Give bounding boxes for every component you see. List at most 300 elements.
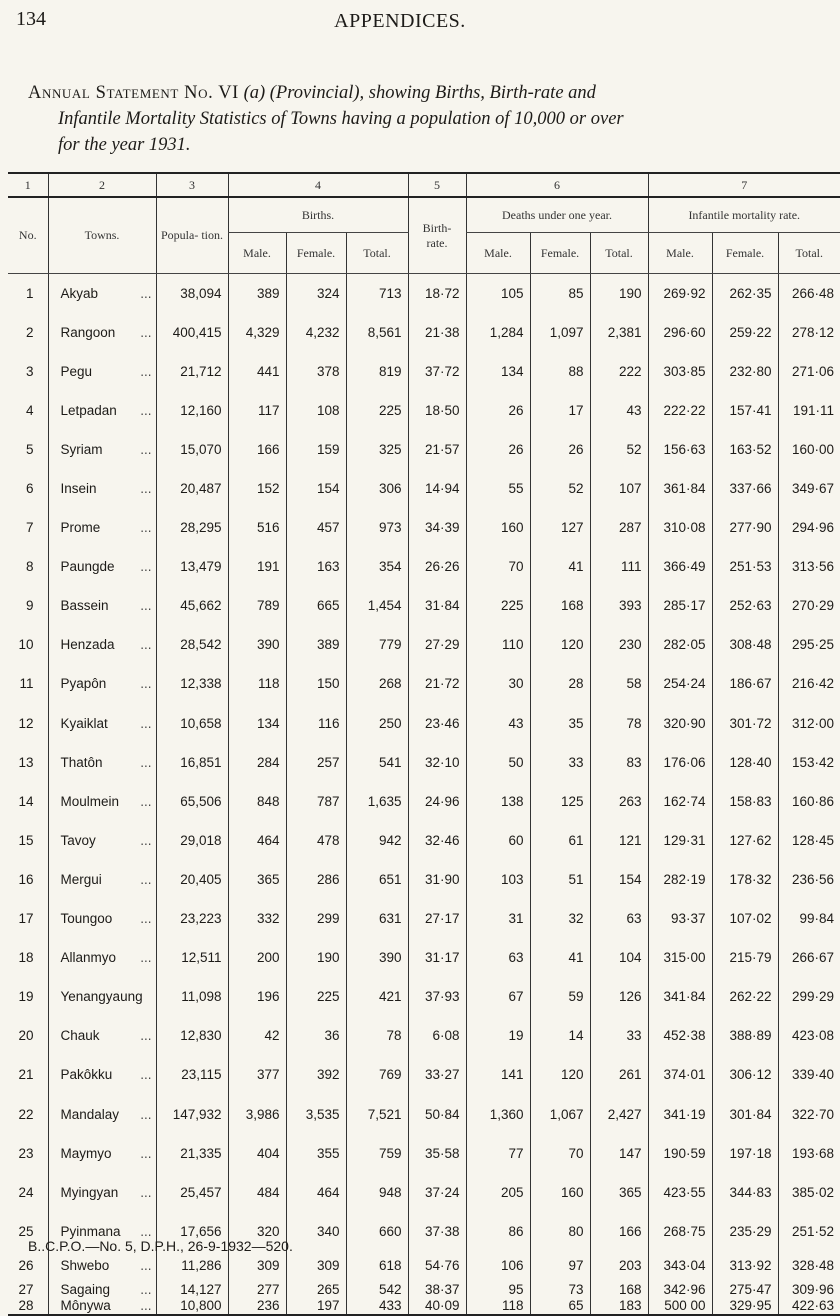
- row-number: 16: [18, 871, 34, 887]
- imr-total-cell: 216·42: [778, 664, 840, 703]
- leader-dots: ...: [140, 793, 152, 809]
- birth-rate-cell: 21·57: [408, 430, 466, 469]
- births-male-cell: 4,329: [228, 313, 286, 352]
- births-total-cell: 325: [346, 430, 408, 469]
- deaths-total-cell: 104: [590, 938, 648, 977]
- table-row: [8, 430, 840, 469]
- row-number: 1: [25, 285, 34, 301]
- births-female-cell: 3,535: [286, 1094, 346, 1133]
- birth-rate-cell: 37·38: [408, 1212, 466, 1251]
- deaths-female-cell: 88: [530, 352, 590, 391]
- births-total-cell: 8,561: [346, 313, 408, 352]
- table-row: [8, 508, 840, 547]
- leader-dots: ...: [140, 285, 152, 301]
- deaths-male-cell: 1,284: [466, 313, 530, 352]
- colnum-7: 7: [648, 173, 840, 197]
- leader-dots: ...: [140, 324, 152, 340]
- table-row: [8, 899, 840, 938]
- deaths-total-cell: 107: [590, 469, 648, 508]
- deaths-female-cell: 41: [530, 547, 590, 586]
- imr-female-cell: 252·63: [712, 586, 778, 625]
- town-cell: [48, 625, 156, 664]
- births-male-cell: 200: [228, 938, 286, 977]
- town-cell: [48, 352, 156, 391]
- deaths-male-cell: 67: [466, 977, 530, 1016]
- town-cell: [48, 860, 156, 899]
- header-births: Births.: [228, 197, 408, 233]
- births-total-cell: 759: [346, 1134, 408, 1173]
- row-number: 13: [18, 754, 34, 770]
- colnum-4: 4: [228, 173, 408, 197]
- row-number: 26: [18, 1258, 34, 1274]
- births-total-cell: 1,635: [346, 782, 408, 821]
- imr-total-cell: 339·40: [778, 1055, 840, 1094]
- births-total-cell: 354: [346, 547, 408, 586]
- imr-female-cell: 301·72: [712, 704, 778, 743]
- imr-total-cell: 313·56: [778, 547, 840, 586]
- town-name: Pakôkku: [60, 1067, 113, 1083]
- births-female-cell: 163: [286, 547, 346, 586]
- births-male-cell: 309: [228, 1251, 286, 1281]
- imr-female-cell: 275·47: [712, 1281, 778, 1298]
- births-female-cell: 355: [286, 1134, 346, 1173]
- imr-total-cell: 251·52: [778, 1212, 840, 1251]
- birth-rate-cell: 35·58: [408, 1134, 466, 1173]
- population-cell: 29,018: [156, 821, 228, 860]
- row-number: 8: [25, 559, 34, 575]
- deaths-total-cell: 58: [590, 664, 648, 703]
- population-cell: 16,851: [156, 743, 228, 782]
- births-total-cell: 973: [346, 508, 408, 547]
- births-female-cell: 299: [286, 899, 346, 938]
- imr-female-cell: 306·12: [712, 1055, 778, 1094]
- births-total-cell: 660: [346, 1212, 408, 1251]
- birth-rate-cell: 21·72: [408, 664, 466, 703]
- imr-male-cell: 296·60: [648, 313, 712, 352]
- imr-male-cell: 315·00: [648, 938, 712, 977]
- imr-male-cell: 374·01: [648, 1055, 712, 1094]
- births-male-cell: 196: [228, 977, 286, 1016]
- births-total-cell: 306: [346, 469, 408, 508]
- population-cell: 400,415: [156, 313, 228, 352]
- deaths-female-cell: 120: [530, 1055, 590, 1094]
- population-cell: 11,286: [156, 1251, 228, 1281]
- births-female-cell: 36: [286, 1016, 346, 1055]
- town-cell: [48, 821, 156, 860]
- colnum-1: 1: [8, 173, 48, 197]
- town-name: Bassein: [60, 598, 109, 614]
- row-number: 23: [18, 1145, 34, 1161]
- header-imr: Infantile mortality rate.: [648, 197, 840, 233]
- deaths-female-cell: 28: [530, 664, 590, 703]
- birth-rate-cell: 6·08: [408, 1016, 466, 1055]
- table-row: [8, 1251, 840, 1281]
- imr-female-cell: 277·90: [712, 508, 778, 547]
- leader-dots: ...: [140, 481, 152, 497]
- births-female-cell: 257: [286, 743, 346, 782]
- population-cell: 45,662: [156, 586, 228, 625]
- town-name: Akyab: [60, 285, 99, 301]
- deaths-total-cell: 52: [590, 430, 648, 469]
- leader-dots: ...: [140, 1223, 152, 1239]
- imr-total-cell: 191·11: [778, 391, 840, 430]
- imr-total-cell: 160·86: [778, 782, 840, 821]
- imr-female-cell: 178·32: [712, 860, 778, 899]
- table-row: [8, 782, 840, 821]
- births-female-cell: 787: [286, 782, 346, 821]
- birth-rate-cell: 37·24: [408, 1173, 466, 1212]
- table-body: [8, 274, 840, 1315]
- imr-total-cell: 322·70: [778, 1094, 840, 1133]
- deaths-total-cell: 365: [590, 1173, 648, 1212]
- imr-total-cell: 309·96: [778, 1281, 840, 1298]
- deaths-total-cell: 168: [590, 1281, 648, 1298]
- town-name: Pegu: [60, 363, 93, 379]
- row-number: 10: [18, 637, 34, 653]
- population-cell: 28,542: [156, 625, 228, 664]
- town-cell: [48, 274, 156, 313]
- imr-male-cell: 254·24: [648, 664, 712, 703]
- population-cell: 15,070: [156, 430, 228, 469]
- town-cell: [48, 664, 156, 703]
- births-total-cell: 433: [346, 1298, 408, 1315]
- deaths-female-cell: 35: [530, 704, 590, 743]
- births-total-cell: 421: [346, 977, 408, 1016]
- town-name: Kyaiklat: [60, 715, 108, 731]
- town-name: Pyapôn: [60, 676, 107, 692]
- town-name: Insein: [60, 481, 97, 497]
- birth-rate-cell: 32·10: [408, 743, 466, 782]
- deaths-male-cell: 141: [466, 1055, 530, 1094]
- row-number: 21: [18, 1067, 34, 1083]
- statement-title: [28, 80, 788, 158]
- births-total-cell: 390: [346, 938, 408, 977]
- deaths-total-cell: 263: [590, 782, 648, 821]
- births-male-cell: 365: [228, 860, 286, 899]
- deaths-male-cell: 50: [466, 743, 530, 782]
- leader-dots: ...: [140, 637, 152, 653]
- birth-rate-cell: 14·94: [408, 469, 466, 508]
- town-name: Shwebo: [60, 1258, 110, 1274]
- births-female-cell: 340: [286, 1212, 346, 1251]
- birth-rate-cell: 33·27: [408, 1055, 466, 1094]
- imr-male-cell: 452·38: [648, 1016, 712, 1055]
- table-row: [8, 664, 840, 703]
- births-male-cell: 404: [228, 1134, 286, 1173]
- town-name: Prome: [60, 520, 101, 536]
- imr-total-cell: 271·06: [778, 352, 840, 391]
- births-total-cell: 618: [346, 1251, 408, 1281]
- population-cell: 12,511: [156, 938, 228, 977]
- births-male-cell: 389: [228, 274, 286, 313]
- header-imr-male: Male.: [648, 233, 712, 274]
- births-female-cell: 154: [286, 469, 346, 508]
- header-birth-rate: Birth- rate.: [408, 197, 466, 274]
- imr-male-cell: 282·05: [648, 625, 712, 664]
- imr-female-cell: 235·29: [712, 1212, 778, 1251]
- deaths-total-cell: 261: [590, 1055, 648, 1094]
- imr-male-cell: 310·08: [648, 508, 712, 547]
- town-cell: [48, 1055, 156, 1094]
- town-name: Maymyo: [60, 1145, 112, 1161]
- deaths-total-cell: 147: [590, 1134, 648, 1173]
- table-row: [8, 625, 840, 664]
- imr-total-cell: 299·29: [778, 977, 840, 1016]
- table-row: [8, 704, 840, 743]
- imr-total-cell: 153·42: [778, 743, 840, 782]
- births-female-cell: 478: [286, 821, 346, 860]
- town-cell: [48, 743, 156, 782]
- imr-female-cell: 128·40: [712, 743, 778, 782]
- row-number: 15: [18, 832, 34, 848]
- imr-female-cell: 158·83: [712, 782, 778, 821]
- town-name: Pyinmana: [60, 1223, 121, 1239]
- leader-dots: ...: [140, 1067, 152, 1083]
- imr-total-cell: 328·48: [778, 1251, 840, 1281]
- deaths-male-cell: 134: [466, 352, 530, 391]
- town-cell: [48, 1281, 156, 1298]
- births-total-cell: 779: [346, 625, 408, 664]
- deaths-male-cell: 43: [466, 704, 530, 743]
- town-name: Moulmein: [60, 793, 120, 809]
- town-cell: [48, 391, 156, 430]
- town-name: Sagaing: [60, 1281, 111, 1297]
- table-row: [8, 1281, 840, 1298]
- colnum-5: 5: [408, 173, 466, 197]
- imr-male-cell: 341·84: [648, 977, 712, 1016]
- table-row: [8, 1173, 840, 1212]
- deaths-female-cell: 85: [530, 274, 590, 313]
- leader-dots: ...: [140, 1145, 152, 1161]
- header-no: No.: [8, 197, 48, 274]
- deaths-male-cell: 55: [466, 469, 530, 508]
- table-row: [8, 352, 840, 391]
- births-total-cell: 1,454: [346, 586, 408, 625]
- imr-female-cell: 232·80: [712, 352, 778, 391]
- row-number: 17: [18, 911, 34, 927]
- births-male-cell: 191: [228, 547, 286, 586]
- town-name: Mônywa: [60, 1298, 111, 1314]
- deaths-male-cell: 105: [466, 274, 530, 313]
- title-provincial: (Provincial),: [269, 83, 365, 103]
- population-cell: 38,094: [156, 274, 228, 313]
- imr-male-cell: 342·96: [648, 1281, 712, 1298]
- births-male-cell: 332: [228, 899, 286, 938]
- deaths-male-cell: 1,360: [466, 1094, 530, 1133]
- deaths-female-cell: 32: [530, 899, 590, 938]
- deaths-male-cell: 160: [466, 508, 530, 547]
- imr-total-cell: 385·02: [778, 1173, 840, 1212]
- imr-male-cell: 176·06: [648, 743, 712, 782]
- deaths-female-cell: 59: [530, 977, 590, 1016]
- imr-female-cell: 186·67: [712, 664, 778, 703]
- deaths-total-cell: 111: [590, 547, 648, 586]
- table-row: [8, 313, 840, 352]
- population-cell: 23,115: [156, 1055, 228, 1094]
- deaths-male-cell: 77: [466, 1134, 530, 1173]
- town-name: Thatôn: [60, 754, 103, 770]
- population-cell: 147,932: [156, 1094, 228, 1133]
- births-female-cell: 389: [286, 625, 346, 664]
- birth-rate-cell: 24·96: [408, 782, 466, 821]
- row-number: 27: [18, 1281, 34, 1297]
- imr-female-cell: 313·92: [712, 1251, 778, 1281]
- row-number: 20: [18, 1028, 34, 1044]
- row-number: 4: [25, 402, 34, 418]
- table-row: [8, 1134, 840, 1173]
- imr-male-cell: 423·55: [648, 1173, 712, 1212]
- births-male-cell: 236: [228, 1298, 286, 1315]
- deaths-total-cell: 78: [590, 704, 648, 743]
- birth-rate-cell: 34·39: [408, 508, 466, 547]
- imr-male-cell: 222·22: [648, 391, 712, 430]
- table-row: [8, 743, 840, 782]
- header-population: Popula- tion.: [156, 197, 228, 274]
- row-number: 6: [25, 481, 34, 497]
- deaths-total-cell: 190: [590, 274, 648, 313]
- births-total-cell: 769: [346, 1055, 408, 1094]
- population-cell: 20,487: [156, 469, 228, 508]
- births-male-cell: 42: [228, 1016, 286, 1055]
- town-cell: [48, 899, 156, 938]
- imr-total-cell: 99·84: [778, 899, 840, 938]
- imr-female-cell: 301·84: [712, 1094, 778, 1133]
- births-female-cell: 116: [286, 704, 346, 743]
- leader-dots: ...: [140, 402, 152, 418]
- deaths-total-cell: 287: [590, 508, 648, 547]
- header-births-total: Total.: [346, 233, 408, 274]
- imr-total-cell: 270·29: [778, 586, 840, 625]
- deaths-male-cell: 205: [466, 1173, 530, 1212]
- imr-female-cell: 251·53: [712, 547, 778, 586]
- table-row: [8, 860, 840, 899]
- deaths-female-cell: 120: [530, 625, 590, 664]
- row-number: 5: [25, 441, 34, 457]
- table-row: [8, 1016, 840, 1055]
- deaths-female-cell: 73: [530, 1281, 590, 1298]
- town-name: Paungde: [60, 559, 115, 575]
- births-total-cell: 819: [346, 352, 408, 391]
- births-total-cell: 942: [346, 821, 408, 860]
- row-number: 22: [18, 1106, 34, 1122]
- deaths-male-cell: 86: [466, 1212, 530, 1251]
- imr-female-cell: 107·02: [712, 899, 778, 938]
- deaths-total-cell: 222: [590, 352, 648, 391]
- births-total-cell: 250: [346, 704, 408, 743]
- town-name: Allanmyo: [60, 950, 117, 966]
- row-number: 11: [19, 676, 34, 692]
- births-female-cell: 665: [286, 586, 346, 625]
- town-name: Mandalay: [60, 1106, 120, 1122]
- births-female-cell: 265: [286, 1281, 346, 1298]
- header-imr-total: Total.: [778, 233, 840, 274]
- birth-rate-cell: 21·38: [408, 313, 466, 352]
- deaths-total-cell: 2,381: [590, 313, 648, 352]
- deaths-male-cell: 138: [466, 782, 530, 821]
- deaths-female-cell: 160: [530, 1173, 590, 1212]
- imr-total-cell: 193·68: [778, 1134, 840, 1173]
- births-male-cell: 166: [228, 430, 286, 469]
- table-row: [8, 938, 840, 977]
- imr-total-cell: 422·63: [778, 1298, 840, 1315]
- table-row: [8, 977, 840, 1016]
- deaths-total-cell: 393: [590, 586, 648, 625]
- birth-rate-cell: 54·76: [408, 1251, 466, 1281]
- imr-female-cell: 344·83: [712, 1173, 778, 1212]
- town-name: Mergui: [60, 871, 102, 887]
- colnum-6: 6: [466, 173, 648, 197]
- town-cell: [48, 782, 156, 821]
- imr-male-cell: 341·19: [648, 1094, 712, 1133]
- population-cell: 14,127: [156, 1281, 228, 1298]
- imr-female-cell: 388·89: [712, 1016, 778, 1055]
- deaths-male-cell: 63: [466, 938, 530, 977]
- imr-male-cell: 129·31: [648, 821, 712, 860]
- population-cell: 12,160: [156, 391, 228, 430]
- population-cell: 10,800: [156, 1298, 228, 1315]
- births-female-cell: 457: [286, 508, 346, 547]
- birth-rate-cell: 40·09: [408, 1298, 466, 1315]
- leader-dots: ...: [140, 1258, 152, 1274]
- deaths-total-cell: 63: [590, 899, 648, 938]
- header-towns: Towns.: [48, 197, 156, 274]
- births-female-cell: 4,232: [286, 313, 346, 352]
- deaths-female-cell: 65: [530, 1298, 590, 1315]
- table-row: [8, 391, 840, 430]
- births-male-cell: 320: [228, 1212, 286, 1251]
- leader-dots: ...: [140, 363, 152, 379]
- deaths-total-cell: 33: [590, 1016, 648, 1055]
- births-male-cell: 117: [228, 391, 286, 430]
- deaths-total-cell: 203: [590, 1251, 648, 1281]
- imr-female-cell: 329·95: [712, 1298, 778, 1315]
- header-deaths-male: Male.: [466, 233, 530, 274]
- imr-female-cell: 127·62: [712, 821, 778, 860]
- leader-dots: ...: [140, 715, 152, 731]
- births-male-cell: 377: [228, 1055, 286, 1094]
- imr-total-cell: 128·45: [778, 821, 840, 860]
- birth-rate-cell: 31·17: [408, 938, 466, 977]
- births-total-cell: 225: [346, 391, 408, 430]
- population-cell: 65,506: [156, 782, 228, 821]
- leader-dots: ...: [140, 676, 152, 692]
- town-cell: [48, 469, 156, 508]
- town-name: Chauk: [60, 1028, 100, 1044]
- deaths-female-cell: 1,097: [530, 313, 590, 352]
- deaths-female-cell: 1,067: [530, 1094, 590, 1133]
- row-number: 7: [25, 520, 34, 536]
- leader-dots: ...: [140, 1298, 152, 1314]
- births-total-cell: 78: [346, 1016, 408, 1055]
- town-name: Toungoo: [60, 911, 113, 927]
- deaths-female-cell: 33: [530, 743, 590, 782]
- town-name: Syriam: [60, 441, 103, 457]
- header-deaths-total: Total.: [590, 233, 648, 274]
- leader-dots: ...: [140, 1028, 152, 1044]
- row-number: 24: [18, 1184, 34, 1200]
- header-births-female: Female.: [286, 233, 346, 274]
- imr-total-cell: 266·48: [778, 274, 840, 313]
- births-total-cell: 713: [346, 274, 408, 313]
- imr-female-cell: 337·66: [712, 469, 778, 508]
- town-cell: [48, 508, 156, 547]
- statistics-table: [8, 172, 840, 1316]
- deaths-total-cell: 43: [590, 391, 648, 430]
- imr-male-cell: 285·17: [648, 586, 712, 625]
- imr-female-cell: 262·22: [712, 977, 778, 1016]
- birth-rate-cell: 18·72: [408, 274, 466, 313]
- header-births-male: Male.: [228, 233, 286, 274]
